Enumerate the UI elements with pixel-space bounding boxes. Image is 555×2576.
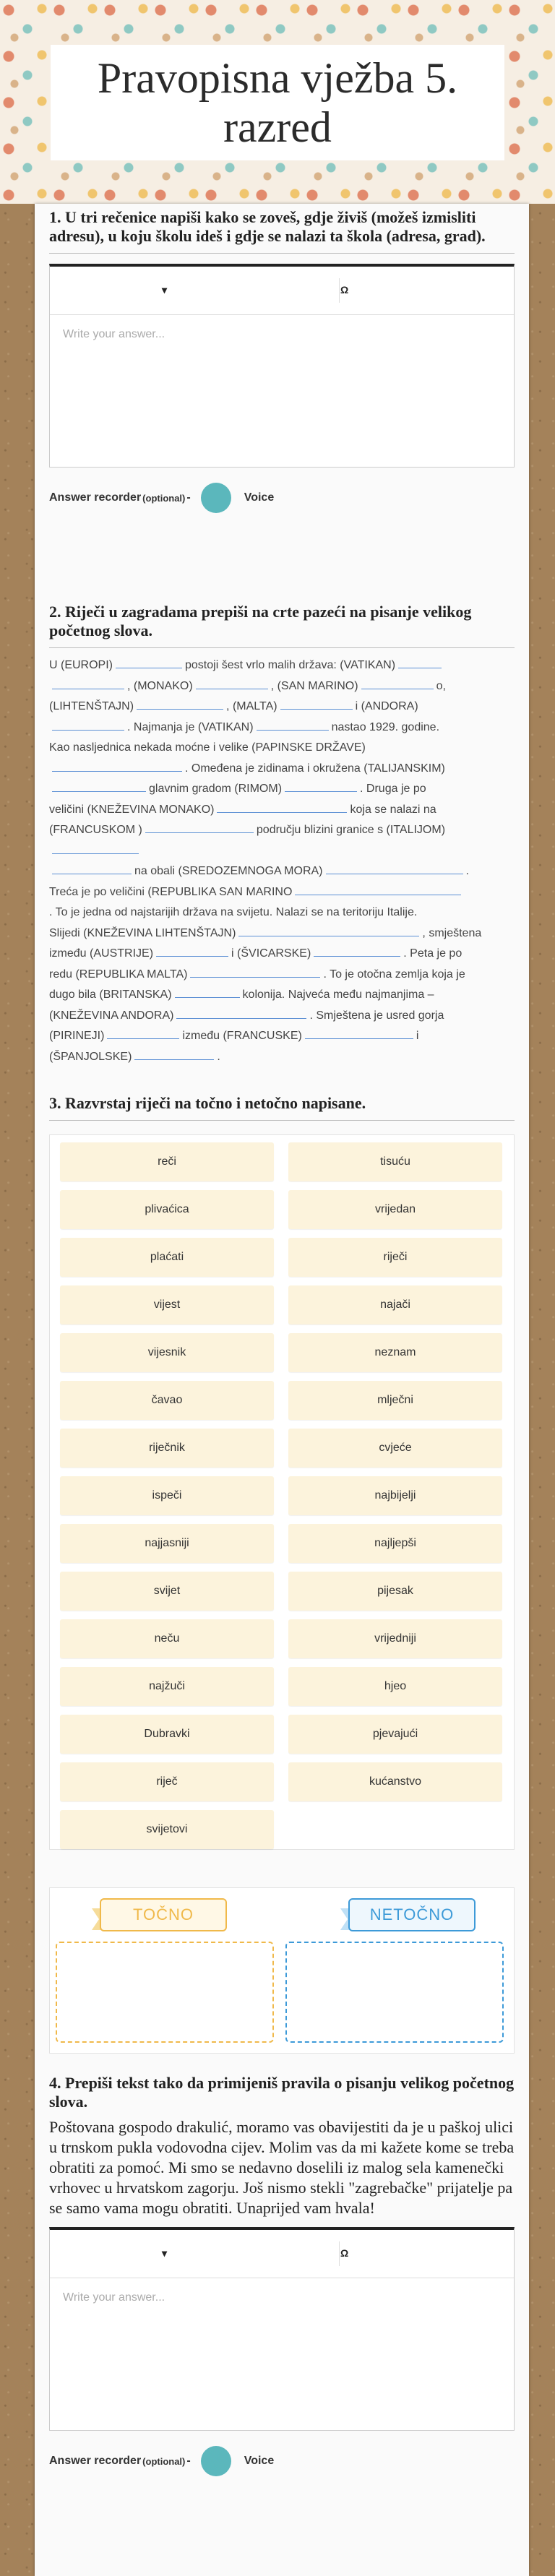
word-tile[interactable]: kućanstvo xyxy=(288,1762,502,1801)
text-segment: glavnim gradom (RIMOM) xyxy=(149,783,283,795)
text-segment: . To je otočna zemlja koja je xyxy=(323,968,465,981)
text-segment: (KNEŽEVINA ANDORA) xyxy=(49,1009,174,1022)
word-tile[interactable]: najljepši xyxy=(288,1524,502,1563)
text-segment: između (AUSTRIJE) xyxy=(49,947,154,960)
category-netocno-label: NETOČNO xyxy=(348,1898,476,1931)
word-tile[interactable]: plivaćica xyxy=(60,1190,274,1229)
word-tile[interactable]: najjasniji xyxy=(60,1524,274,1563)
answer-editor-1[interactable] xyxy=(49,264,515,468)
word-tile[interactable]: riječi xyxy=(288,1238,502,1277)
word-tile[interactable]: hjeo xyxy=(288,1667,502,1706)
fill-blank[interactable] xyxy=(238,924,419,936)
recorder-dash: - xyxy=(186,491,191,504)
fill-in-text xyxy=(49,655,515,1067)
record-button[interactable] xyxy=(201,2446,231,2476)
answer-input[interactable]: Write your answer... xyxy=(63,328,165,340)
question-1 xyxy=(49,208,515,514)
record-button[interactable] xyxy=(201,483,231,513)
text-segment: području blizini granice s (ITALIJOM) xyxy=(256,824,446,836)
special-characters-icon[interactable]: Ω xyxy=(340,2247,349,2259)
text-segment: Treća je po veličini (REPUBLIKA SAN MARINO xyxy=(49,885,293,898)
fill-blank[interactable] xyxy=(257,718,329,731)
text-segment: . Smještena je usred gorja xyxy=(309,1009,444,1022)
page-title: Pravopisna vježba 5. razred xyxy=(97,54,458,151)
text-segment: U (EUROPI) xyxy=(49,659,113,671)
word-tile[interactable]: neču xyxy=(60,1619,274,1658)
text-segment: kolonija. Najveća među najmanjima – xyxy=(242,988,434,1001)
word-tile[interactable]: najbijelji xyxy=(288,1476,502,1515)
word-tile[interactable]: riječnik xyxy=(60,1429,274,1468)
recorder-label: Answer recorder xyxy=(49,2455,142,2467)
word-tile[interactable]: svijetovi xyxy=(60,1810,274,1849)
editor-toolbar xyxy=(50,2230,514,2278)
category-tocno-label: TOČNO xyxy=(100,1898,227,1931)
answer-recorder xyxy=(49,2445,515,2477)
text-segment: . xyxy=(465,865,469,877)
word-tile[interactable]: vijesnik xyxy=(60,1333,274,1372)
text-segment: koja se nalazi na xyxy=(350,803,436,816)
fill-blank[interactable] xyxy=(116,656,182,668)
toolbar-divider xyxy=(339,2241,340,2266)
text-segment: (LIHTENŠTAJN) xyxy=(49,700,134,712)
text-segment: na obali (SREDOZEMNOGA MORA) xyxy=(134,865,323,877)
question-2-title: 2. Riječi u zagradama prepiši na crte pazeći na pisanje velikog početnog slova. xyxy=(49,603,515,648)
question-4 xyxy=(49,2074,515,2477)
text-segment: . Peta je po xyxy=(403,947,462,960)
fill-blank[interactable] xyxy=(361,677,434,689)
category-area xyxy=(49,1887,515,2054)
word-tile[interactable]: plaćati xyxy=(60,1238,274,1277)
fill-blank[interactable] xyxy=(134,1048,214,1060)
fill-blank[interactable] xyxy=(305,1027,413,1039)
text-segment: . xyxy=(217,1050,220,1063)
text-segment: , (MONAKO) xyxy=(127,679,193,692)
word-tile[interactable]: ispeči xyxy=(60,1476,274,1515)
text-segment: (ŠPANJOLSKE) xyxy=(49,1050,132,1063)
word-tile[interactable]: reči xyxy=(60,1142,274,1181)
word-tile[interactable]: riječ xyxy=(60,1762,274,1801)
title-card xyxy=(51,45,504,160)
fill-blank[interactable] xyxy=(107,1027,179,1039)
question-3-title: 3. Razvrstaj riječi na točno i netočno napisane. xyxy=(49,1094,515,1121)
answer-input[interactable]: Write your answer... xyxy=(63,2291,165,2304)
text-segment: Slijedi (KNEŽEVINA LIHTENŠTAJN) xyxy=(49,926,236,939)
text-segment: (FRANCUSKOM ) xyxy=(49,824,142,836)
word-tile[interactable]: vrijedniji xyxy=(288,1619,502,1658)
word-tile[interactable]: Dubravki xyxy=(60,1715,274,1754)
text-segment: veličini (KNEŽEVINA MONAKO) xyxy=(49,803,215,816)
fill-blank[interactable] xyxy=(52,862,132,874)
fill-blank[interactable] xyxy=(175,986,240,998)
question-4-text: Poštovana gospodo drakulić, moramo vas obavijestiti da je u paškoj ulici u trnskom pukla vodovodna cijev. Molim vas da mi kažete kome se treba obratiti za pomoć. Mi smo se nedavno doselili iz malog sela kamenečki vrhovec u hrvatskom zagorju. Još nismo stekli "zagrebačke" prijatelje pa se samo vama mogu obratiti. Unaprijed vam hvala! xyxy=(49,2118,515,2217)
fill-blank[interactable] xyxy=(145,821,254,833)
editor-toolbar xyxy=(50,267,514,315)
recorder-optional: (optional) xyxy=(142,492,186,504)
word-tile[interactable]: najači xyxy=(288,1285,502,1324)
word-tile[interactable]: pijesak xyxy=(288,1572,502,1611)
fill-blank[interactable] xyxy=(326,862,463,874)
worksheet xyxy=(35,204,529,2576)
category-tocno-dropzone[interactable] xyxy=(56,1942,274,2043)
question-4-title: 4. Prepiši tekst tako da primijeniš pravila o pisanju velikog početnog slova. xyxy=(49,2074,515,2111)
word-tile[interactable]: vrijedan xyxy=(288,1190,502,1229)
voice-label: Voice xyxy=(244,491,275,504)
fill-blank[interactable] xyxy=(190,965,320,978)
font-dropdown-icon[interactable]: ▾ xyxy=(162,284,168,296)
header-banner xyxy=(0,0,555,204)
word-tile[interactable]: čavao xyxy=(60,1381,274,1420)
question-1-title: 1. U tri rečenice napiši kako se zoveš, gdje živiš (možeš izmisliti adresu), u koju školu ideš i gdje se nalazi ta škola (adresa, grad). xyxy=(49,208,515,254)
text-segment: nastao 1929. godine. xyxy=(331,720,440,733)
fill-blank[interactable] xyxy=(285,780,357,792)
question-3 xyxy=(49,1094,515,1121)
text-segment: . Druga je po xyxy=(360,783,426,795)
fill-blank[interactable] xyxy=(52,677,124,689)
word-tile[interactable]: tisuću xyxy=(288,1142,502,1181)
word-tile[interactable]: najžuči xyxy=(60,1667,274,1706)
fill-blank[interactable] xyxy=(314,944,400,957)
word-tile[interactable]: mlječni xyxy=(288,1381,502,1420)
text-segment: dugo bila (BRITANSKA) xyxy=(49,988,172,1001)
answer-recorder xyxy=(49,482,515,514)
fill-blank[interactable] xyxy=(52,842,139,854)
fill-blank[interactable] xyxy=(398,656,442,668)
text-segment: i (ANDORA) xyxy=(355,700,418,712)
text-segment: . Najmanja je (VATIKAN) xyxy=(127,720,254,733)
fill-blank[interactable] xyxy=(280,697,353,710)
text-segment: i xyxy=(416,1030,419,1042)
text-segment: postoji šest vrlo malih država: (VATIKAN) xyxy=(185,659,396,671)
fill-blank[interactable] xyxy=(137,697,223,710)
text-segment: redu (REPUBLIKA MALTA) xyxy=(49,968,188,981)
word-tile[interactable]: pjevajući xyxy=(288,1715,502,1754)
text-segment: o, xyxy=(436,679,446,692)
fill-blank[interactable] xyxy=(52,780,146,792)
fill-blank[interactable] xyxy=(156,944,228,957)
word-tile[interactable]: vijest xyxy=(60,1285,274,1324)
text-segment: , (MALTA) xyxy=(226,700,278,712)
recorder-dash: - xyxy=(186,2455,191,2467)
answer-editor-4[interactable] xyxy=(49,2227,515,2431)
fill-blank[interactable] xyxy=(295,883,461,895)
voice-label: Voice xyxy=(244,2455,275,2467)
text-segment: . Omeđena je zidinama i okružena (TALIJANSKIM) xyxy=(185,762,445,775)
text-segment: između (FRANCUSKE) xyxy=(182,1030,302,1042)
text-segment: i (ŠVICARSKE) xyxy=(231,947,311,960)
text-segment: , smještena xyxy=(422,926,482,939)
fill-blank[interactable] xyxy=(196,677,268,689)
font-dropdown-icon[interactable]: ▾ xyxy=(162,2247,168,2259)
recorder-optional: (optional) xyxy=(142,2455,186,2467)
text-segment: , (SAN MARINO) xyxy=(270,679,358,692)
fill-blank[interactable] xyxy=(52,718,124,731)
text-segment: Kao nasljednica nekada moćne i velike (PAPINSKE DRŽAVE) xyxy=(49,741,366,754)
recorder-label: Answer recorder xyxy=(49,491,142,504)
word-tile[interactable]: cvjeće xyxy=(288,1429,502,1468)
toolbar-divider xyxy=(339,278,340,303)
text-segment: (PIRINEJI) xyxy=(49,1030,105,1042)
fill-blank[interactable] xyxy=(52,759,182,772)
category-netocno-dropzone[interactable] xyxy=(285,1942,504,2043)
special-characters-icon[interactable]: Ω xyxy=(340,284,349,296)
fill-blank[interactable] xyxy=(217,801,347,813)
fill-blank[interactable] xyxy=(176,1007,306,1019)
word-tile[interactable]: neznam xyxy=(288,1333,502,1372)
word-tile[interactable]: svijet xyxy=(60,1572,274,1611)
word-bank xyxy=(49,1134,515,1850)
question-2 xyxy=(49,603,515,1067)
text-segment: . To je jedna od najstarijih država na svijetu. Nalazi se na teritoriju Italije. xyxy=(49,906,418,918)
